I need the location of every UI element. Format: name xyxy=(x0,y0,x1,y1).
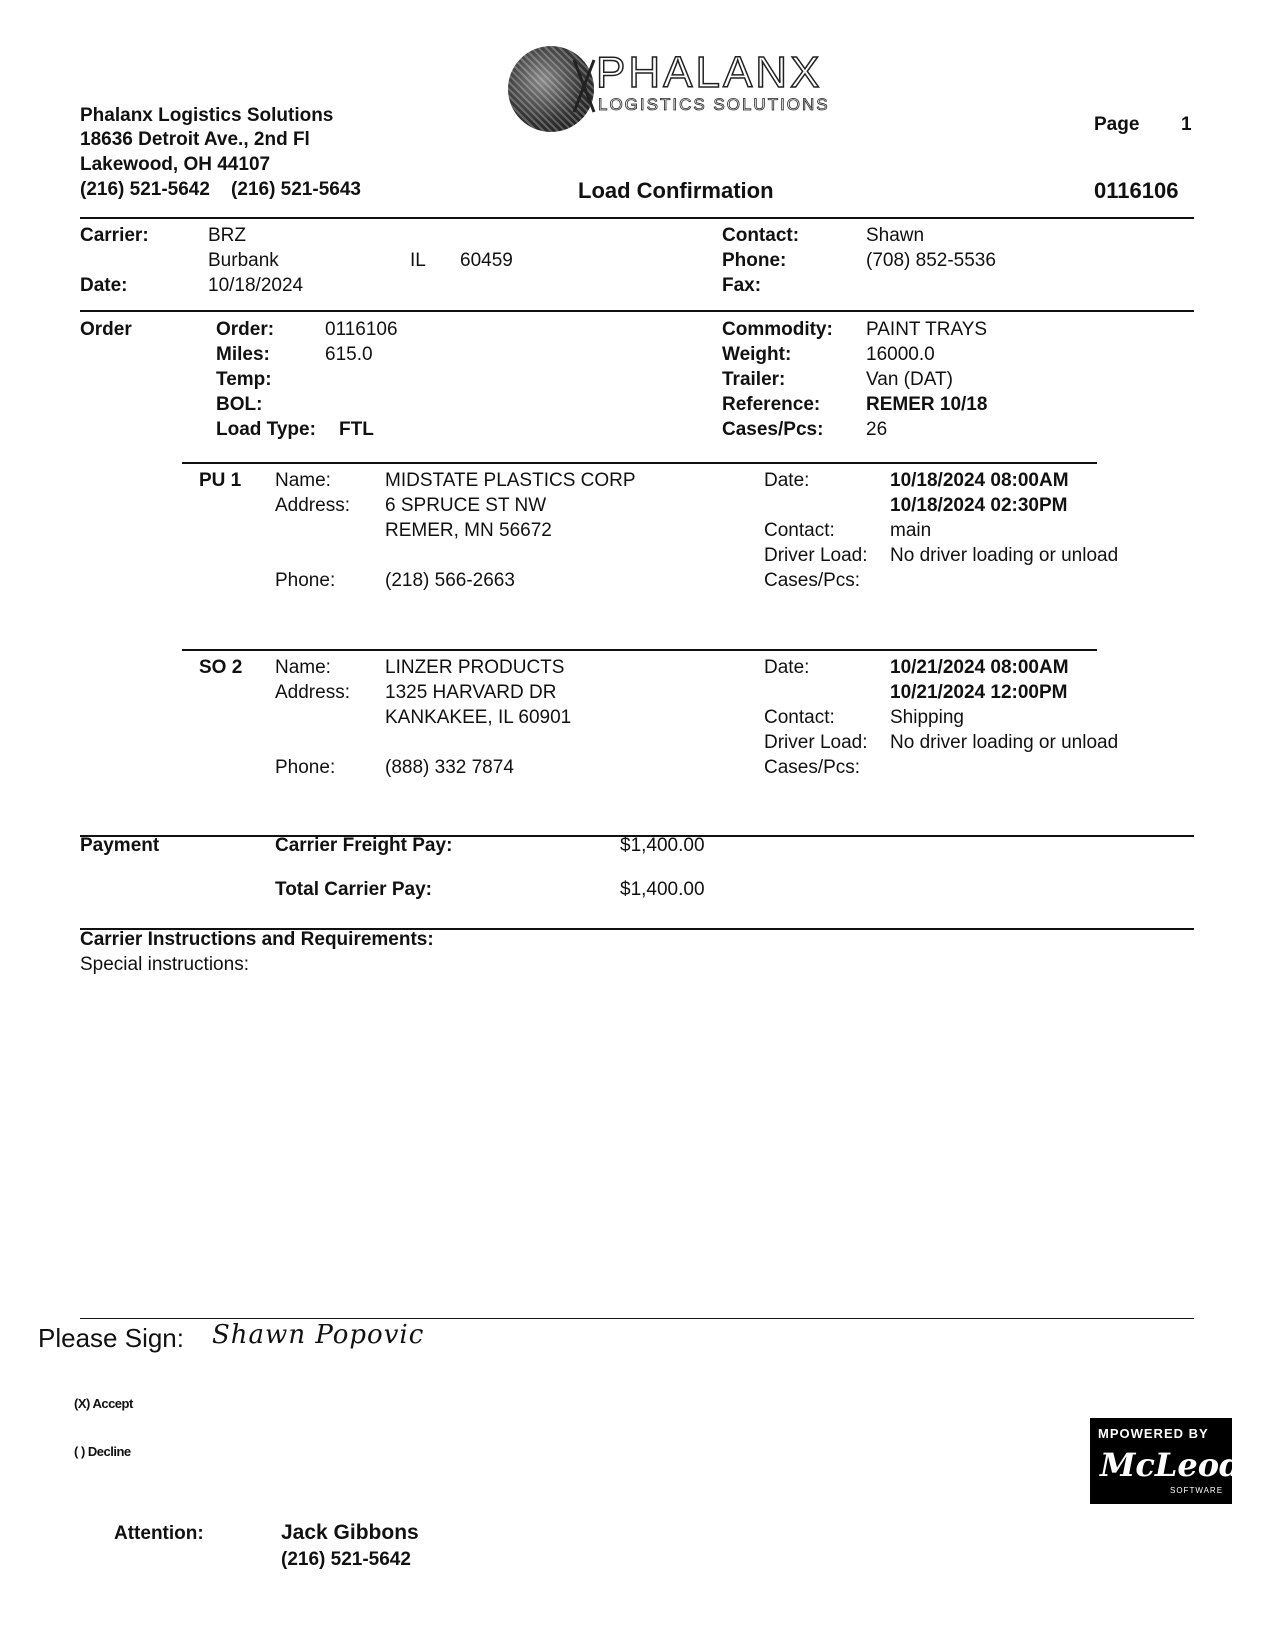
stop-phone-label: Phone: xyxy=(275,570,336,591)
carrier-zip: 60459 xyxy=(460,250,513,271)
stop-date-label: Date: xyxy=(764,470,810,491)
carrier-state: IL xyxy=(410,250,426,271)
stop-contact-label: Contact: xyxy=(764,520,835,541)
company-name: Phalanx Logistics Solutions xyxy=(80,105,334,126)
contact-label: Contact: xyxy=(722,225,800,246)
stop-cases-label: Cases/Pcs: xyxy=(764,570,861,591)
stop-phone-label: Phone: xyxy=(275,757,336,778)
carrier-label: Carrier: xyxy=(80,225,149,246)
stop-cases-label: Cases/Pcs: xyxy=(764,757,861,778)
load-type-label: Load Type: xyxy=(216,419,316,440)
signature-divider xyxy=(80,1318,1194,1319)
miles-label: Miles: xyxy=(216,344,270,365)
stop-phone: (218) 566-2663 xyxy=(385,570,515,591)
phone-value: (708) 852-5536 xyxy=(866,250,996,271)
stop-address-label: Address: xyxy=(275,495,350,516)
stop1-divider xyxy=(182,462,1097,464)
contact-value: Shawn xyxy=(866,225,925,246)
page-number: 1 xyxy=(1181,114,1192,135)
logo-wordmark: PHALANX xyxy=(596,48,823,97)
badge-brand: McLeod xyxy=(1100,1446,1242,1484)
stop-date-end: 10/21/2024 12:00PM xyxy=(890,682,1068,703)
carrier-divider xyxy=(80,310,1194,312)
logo-subtitle: LOGISTICS SOLUTIONS xyxy=(598,95,830,114)
payment-section-label: Payment xyxy=(80,835,160,856)
trailer-label: Trailer: xyxy=(722,369,786,390)
cases-label: Cases/Pcs: xyxy=(722,419,824,440)
stop-date-end: 10/18/2024 02:30PM xyxy=(890,495,1068,516)
company-address-line1: 18636 Detroit Ave., 2nd Fl xyxy=(80,129,310,150)
trailer-value: Van (DAT) xyxy=(866,369,953,390)
order-value: 0116106 xyxy=(325,319,398,340)
stop-contact: Shipping xyxy=(890,707,964,728)
stop-date-start: 10/21/2024 08:00AM xyxy=(890,657,1069,678)
stop2-divider xyxy=(182,649,1097,651)
total-pay-value: $1,400.00 xyxy=(620,879,705,900)
page-label: Page xyxy=(1094,114,1140,135)
instructions-heading: Carrier Instructions and Requirements: xyxy=(80,929,434,950)
phone-label: Phone: xyxy=(722,250,787,271)
stop-name-label: Name: xyxy=(275,657,331,678)
company-phones: (216) 521-5642 (216) 521-5643 xyxy=(80,179,361,200)
fax-label: Fax: xyxy=(722,275,762,296)
stop-contact: main xyxy=(890,520,932,541)
document-title: Load Confirmation xyxy=(578,178,774,203)
stop-phone: (888) 332 7874 xyxy=(385,757,514,778)
badge-top-text: MPOWERED BY xyxy=(1098,1426,1209,1441)
temp-label: Temp: xyxy=(216,369,272,390)
total-pay-label: Total Carrier Pay: xyxy=(275,879,432,900)
stop-address-line1: 6 SPRUCE ST NW xyxy=(385,495,547,516)
stop-code: SO 2 xyxy=(199,657,243,678)
stop-name: LINZER PRODUCTS xyxy=(385,657,565,678)
stop-code: PU 1 xyxy=(199,470,242,491)
please-sign-label: Please Sign: xyxy=(38,1323,184,1353)
stop-driver: No driver loading or unload xyxy=(890,732,1119,753)
attention-label: Attention: xyxy=(114,1523,204,1544)
company-address-line2: Lakewood, OH 44107 xyxy=(80,154,271,175)
bol-label: BOL: xyxy=(216,394,263,415)
stop-name: MIDSTATE PLASTICS CORP xyxy=(385,470,636,491)
commodity-label: Commodity: xyxy=(722,319,833,340)
stop-contact-label: Contact: xyxy=(764,707,835,728)
miles-value: 615.0 xyxy=(325,344,373,365)
freight-pay-value: $1,400.00 xyxy=(620,835,705,856)
stop-driver-label: Driver Load: xyxy=(764,732,868,753)
reference-label: Reference: xyxy=(722,394,821,415)
weight-label: Weight: xyxy=(722,344,792,365)
mcleod-badge xyxy=(1090,1418,1242,1504)
stop-driver-label: Driver Load: xyxy=(764,545,868,566)
date-label: Date: xyxy=(80,275,128,296)
signature: Shawn Popovic xyxy=(212,1320,425,1350)
badge-sub: SOFTWARE xyxy=(1170,1486,1224,1495)
header-divider xyxy=(80,217,1194,219)
attention-name: Jack Gibbons xyxy=(281,1521,419,1544)
stop-address-line1: 1325 HARVARD DR xyxy=(385,682,557,703)
special-instructions-label: Special instructions: xyxy=(80,954,249,975)
weight-value: 16000.0 xyxy=(866,344,935,365)
stop-date-start: 10/18/2024 08:00AM xyxy=(890,470,1069,491)
stop-address-label: Address: xyxy=(275,682,350,703)
stop-date-label: Date: xyxy=(764,657,810,678)
accept-option[interactable]: (X) Accept xyxy=(74,1396,133,1411)
cases-value: 26 xyxy=(866,419,888,440)
reference-value: REMER 10/18 xyxy=(866,394,988,415)
carrier-name: BRZ xyxy=(208,225,246,246)
carrier-city: Burbank xyxy=(208,250,279,271)
order-label: Order: xyxy=(216,319,275,340)
stop-name-label: Name: xyxy=(275,470,331,491)
freight-pay-label: Carrier Freight Pay: xyxy=(275,835,453,856)
stop-address-line2: REMER, MN 56672 xyxy=(385,520,552,541)
stop-driver: No driver loading or unload xyxy=(890,545,1119,566)
attention-phone: (216) 521-5642 xyxy=(281,1549,411,1570)
date-value: 10/18/2024 xyxy=(208,275,304,296)
logo-x-icon xyxy=(572,58,596,114)
load-type-value: FTL xyxy=(339,419,374,440)
document-number: 0116106 xyxy=(1094,178,1179,203)
decline-option[interactable]: ( ) Decline xyxy=(74,1444,131,1459)
order-section-label: Order xyxy=(80,319,132,340)
commodity-value: PAINT TRAYS xyxy=(866,319,988,340)
stop-address-line2: KANKAKEE, IL 60901 xyxy=(385,707,572,728)
